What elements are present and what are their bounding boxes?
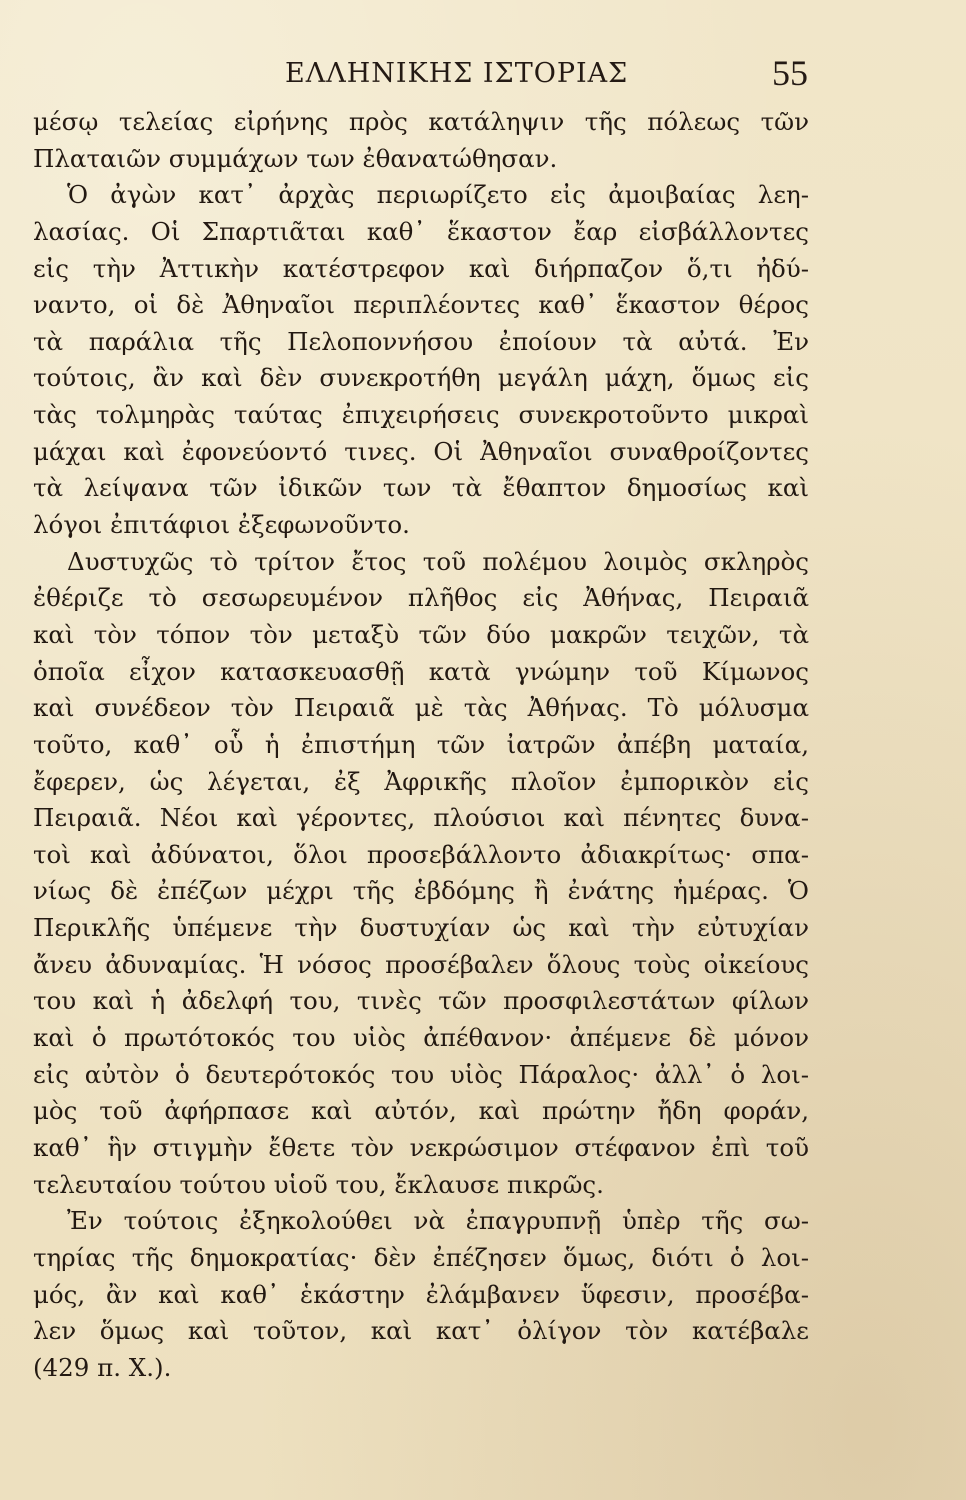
text-line: τοῦτο, καθ᾽ οὗ ἡ ἐπιστήμη τῶν ἰατρῶν ἀπέβη ματαία, xyxy=(33,729,809,759)
text-line: τελευταίου τούτου υἱοῦ του, ἔκλαυσε πικρῶς. xyxy=(33,1169,604,1199)
text-line: ὁποῖα εἶχον κατασκευασθῇ κατὰ γνώμην τοῦ Κίμωνος xyxy=(33,656,809,686)
text-line: τὰ λείψανα τῶν ἰδικῶν των τὰ ἔθαπτον δημοσίως καὶ xyxy=(33,473,809,503)
text-line: Δυστυχῶς τὸ τρίτον ἔτος τοῦ πολέμου λοιμὸς σκληρὸς xyxy=(67,546,809,576)
text-line: τὰς τολμηρὰς ταύτας ἐπιχειρήσεις συνεκροτοῦντο μικραὶ xyxy=(33,400,809,430)
text-line: μός, ἂν καὶ καθ᾽ ἑκάστην ἐλάμβανεν ὕφεσιν, προσέβα- xyxy=(33,1279,809,1309)
text-line: καὶ ὁ πρωτότοκός του υἱὸς ἀπέθανον· ἀπέμενε δὲ μόνον xyxy=(33,1023,809,1053)
text-line: Πειραιᾶ. Νέοι καὶ γέροντες, πλούσιοι καὶ πένητες δυνα- xyxy=(33,803,809,833)
text-line: καὶ συνέδεον τὸν Πειραιᾶ μὲ τὰς Ἀθήνας. Τὸ μόλυσμα xyxy=(33,693,809,723)
text-line: του καὶ ἡ ἀδελφή του, τινὲς τῶν προσφιλεστάτων φίλων xyxy=(33,986,809,1016)
text-line: ναντο, οἱ δὲ Ἀθηναῖοι περιπλέοντες καθ᾽ ἕκαστον θέρος xyxy=(33,290,809,320)
text-line: ἐθέριζε τὸ σεσωρευμένον πλῆθος εἰς Ἀθήνας, Πειραιᾶ xyxy=(33,583,809,613)
text-line: εἰς τὴν Ἀττικὴν κατέστρεφον καὶ διήρπαζον ὅ,τι ἠδύ- xyxy=(33,253,809,283)
text-line: Περικλῆς ὑπέμενε τὴν δυστυχίαν ὡς καὶ τὴν εὐτυχίαν xyxy=(33,913,809,943)
text-line: λασίας. Οἱ Σπαρτιᾶται καθ᾽ ἕκαστον ἔαρ εἰσβάλλοντες xyxy=(33,216,809,246)
text-line: εἰς αὐτὸν ὁ δευτερότοκός του υἱὸς Πάραλος· ἀλλ᾽ ὁ λοι- xyxy=(33,1059,809,1089)
text-line: λόγοι ἐπιτάφιοι ἐξεφωνοῦντο. xyxy=(33,510,410,540)
text-line: Ὁ ἀγὼν κατ᾽ ἀρχὰς περιωρίζετο εἰς ἀμοιβαίας λεη- xyxy=(67,180,809,210)
running-title: ΕΛΛΗΝΙΚΗΣ ΙΣΤΟΡΙΑΣ xyxy=(285,58,629,89)
text-line: ἄνευ ἀδυναμίας. Ἡ νόσος προσέβαλεν ὅλους τοὺς οἰκείους xyxy=(33,949,809,979)
text-line: καθ᾽ ἣν στιγμὴν ἔθετε τὸν νεκρώσιμον στέφανον ἐπὶ τοῦ xyxy=(33,1132,809,1162)
text-line: μάχαι καὶ ἐφονεύοντό τινες. Οἱ Ἀθηναῖοι συναθροίζοντες xyxy=(33,436,809,466)
body-text xyxy=(33,104,809,1386)
text-line: (429 π. Χ.). xyxy=(33,1352,172,1382)
text-line: τηρίας τῆς δημοκρατίας· δὲν ἐπέζησεν ὅμως, διότι ὁ λοι- xyxy=(33,1242,809,1272)
text-line: λεν ὅμως καὶ τοῦτον, καὶ κατ᾽ ὀλίγον τὸν κατέβαλε xyxy=(33,1316,809,1346)
text-line: νίως δὲ ἐπέζων μέχρι τῆς ἑβδόμης ἢ ἐνάτης ἡμέρας. Ὁ xyxy=(33,876,809,906)
text-line: μὸς τοῦ ἀφήρπασε καὶ αὐτόν, καὶ πρώτην ἤδη φοράν, xyxy=(33,1096,809,1126)
text-line: τοὶ καὶ ἀδύνατοι, ὅλοι προσεβάλλοντο ἀδιακρίτως· σπα- xyxy=(33,839,809,869)
page-number: 55 xyxy=(772,53,808,93)
text-line: τὰ παράλια τῆς Πελοποννήσου ἐποίουν τὰ αὐτά. Ἐν xyxy=(33,326,809,356)
text-line: τούτοις, ἂν καὶ δὲν συνεκροτήθη μεγάλη μάχη, ὅμως εἰς xyxy=(33,363,809,393)
text-line: ἔφερεν, ὡς λέγεται, ἐξ Ἀφρικῆς πλοῖον ἐμπορικὸν εἰς xyxy=(33,766,809,796)
text-line: καὶ τὸν τόπον τὸν μεταξὺ τῶν δύο μακρῶν τειχῶν, τὰ xyxy=(33,619,809,649)
text-line: Πλαταιῶν συμμάχων των ἐθανατώθησαν. xyxy=(33,143,558,173)
text-line: μέσῳ τελείας εἰρήνης πρὸς κατάληψιν τῆς πόλεως τῶν xyxy=(33,107,809,136)
text-line: Ἐν τούτοις ἐξηκολούθει νὰ ἐπαγρυπνῇ ὑπὲρ τῆς σω- xyxy=(67,1206,809,1236)
page-header xyxy=(0,52,966,102)
